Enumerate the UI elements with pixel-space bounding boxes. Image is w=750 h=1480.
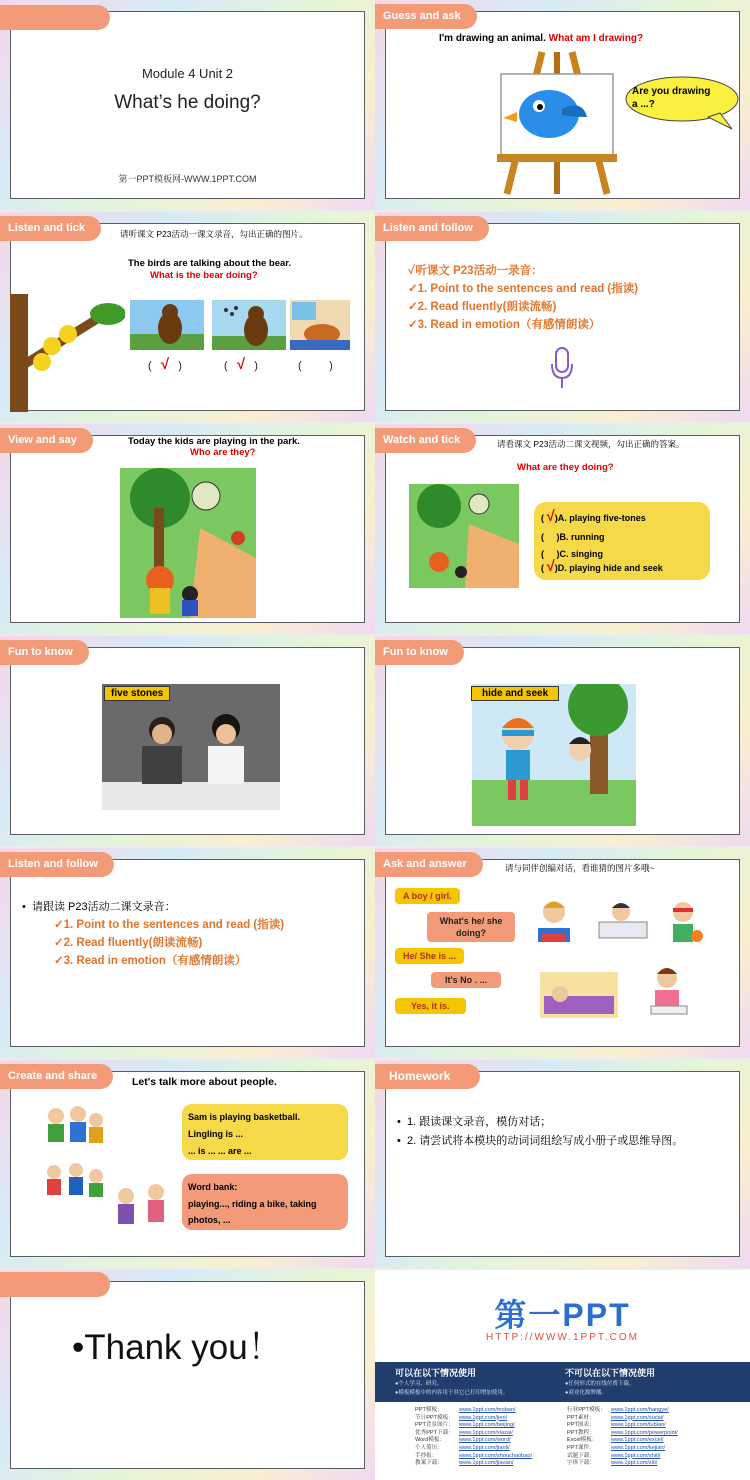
picture-3 xyxy=(290,300,350,350)
slide-tag: Listen and follow xyxy=(0,852,114,877)
yellow-example-box xyxy=(182,1104,348,1160)
slide-listen-and-follow-1[interactable] xyxy=(375,212,750,422)
sentence-1: Today the kids are playing in the park. xyxy=(128,436,300,447)
link[interactable]: www.1ppt.com/hangye/ xyxy=(611,1407,669,1413)
link-row: Excel模板： www.1ppt.com/excel/ xyxy=(567,1437,664,1444)
link-row: PPT背景图片： www.1ppt.com/beijing/ xyxy=(415,1422,515,1429)
answer-slot-2[interactable]: ( √ ) xyxy=(224,356,258,373)
tick-mark: √ xyxy=(160,356,170,373)
slide-fun-to-know-2[interactable] xyxy=(375,636,750,846)
slide-listen-and-follow-2[interactable] xyxy=(0,848,375,1058)
cannot-use-title: 不可以在以下情况使用 xyxy=(565,1368,656,1378)
lead-line: • 请跟读 P23活动二课文录音： xyxy=(22,901,176,913)
module-label: Module 4 Unit 2 xyxy=(141,66,234,81)
instruction: 请看课文 P23活动二课文视频，勾出正确的答案。 xyxy=(497,439,685,449)
links-left xyxy=(415,1407,532,1468)
tick-mark: √ xyxy=(546,508,555,525)
five-stones-label: five stones xyxy=(104,686,170,701)
follow-item: ✓1. Point to the sentences and read (指读) xyxy=(408,283,639,295)
follow-item: ✓2. Read fluently(朗读流畅) xyxy=(54,937,203,949)
speech-yes-it-is: Yes, it is. xyxy=(395,998,466,1014)
slide-watch-and-tick[interactable] xyxy=(375,424,750,634)
link-row: 教案下载： www.1ppt.com/jiaoan/ xyxy=(415,1460,514,1467)
link-row: 优秀PPT下载： www.1ppt.com/xiazai/ xyxy=(415,1429,513,1436)
slide-create-and-share[interactable] xyxy=(0,1060,375,1268)
tree-birds-illustration xyxy=(10,284,125,412)
option-c[interactable]: ( )C. singing xyxy=(541,549,603,559)
example-line: Lingling is ... xyxy=(188,1129,243,1139)
can-use-line: ●个人学习、研究。 xyxy=(395,1381,443,1387)
slide-tag: Fun to know xyxy=(0,640,89,665)
instruction: 请与同伴创编对话，看谁猜的图片多哦~ xyxy=(505,863,655,873)
link-row: PPT模板： www.1ppt.com/moban/ xyxy=(415,1407,516,1413)
tick-mark: √ xyxy=(546,558,555,575)
speech-bubble-text: Are you drawing a ...? xyxy=(632,86,711,110)
link[interactable]: www.1ppt.com/xiazai/ xyxy=(459,1429,513,1436)
speech-boy-girl: A boy / girl. xyxy=(395,888,460,904)
thank-you-text: •Thank you！ xyxy=(72,1328,283,1367)
slide-homework[interactable] xyxy=(375,1060,750,1268)
slide-fun-to-know-1[interactable] xyxy=(0,636,375,846)
links-right xyxy=(567,1407,678,1468)
word-bank-title: Word bank: xyxy=(188,1182,238,1192)
link-row: 字体下载： www.1ppt.com/ziti/ xyxy=(567,1460,658,1467)
link[interactable]: www.1ppt.com/powerpoint/ xyxy=(611,1429,678,1436)
slide-tag: Fun to know xyxy=(375,640,464,665)
slide-thank-you[interactable] xyxy=(0,1270,375,1480)
park-illustration xyxy=(120,468,256,618)
link-row: Word模板： www.1ppt.com/word/ xyxy=(415,1437,511,1444)
follow-item: ✓3. Read in emotion（有感情朗读） xyxy=(408,319,601,331)
follow-item: ✓听课文 P23活动一录音： xyxy=(408,265,543,277)
link[interactable]: www.1ppt.com/jianli/ xyxy=(459,1444,510,1451)
heading: Let's talk more about people. xyxy=(132,1076,277,1088)
link[interactable]: www.1ppt.com/jieri/ xyxy=(459,1414,508,1421)
park-thumbnail xyxy=(409,484,519,588)
hide-and-seek-label: hide and seek xyxy=(471,686,559,701)
link-row: 个人简历： www.1ppt.com/jianli/ xyxy=(415,1444,510,1451)
link[interactable]: www.1ppt.com/excel/ xyxy=(611,1437,664,1444)
slide-frame xyxy=(10,1281,365,1469)
slide-listen-and-tick[interactable] xyxy=(0,212,375,422)
slide-tag: Homework xyxy=(375,1064,480,1089)
easel-bird-illustration xyxy=(487,44,627,204)
example-line: ... is ... ... are ... xyxy=(188,1146,252,1156)
link[interactable]: www.1ppt.com/shiti/ xyxy=(611,1452,661,1459)
link-row: PPT课件： www.1ppt.com/kejian/ xyxy=(567,1444,666,1451)
link-row: 试题下载： www.1ppt.com/shiti/ xyxy=(567,1452,661,1459)
slide-tag xyxy=(0,1272,110,1297)
slide-tag: Listen and tick xyxy=(0,216,101,241)
can-use-title: 可以在以下情况使用 xyxy=(395,1368,477,1378)
link[interactable]: www.1ppt.com/shouchaobao/ xyxy=(459,1452,533,1459)
link-row: 行业PPT模板： www.1ppt.com/hangye/ xyxy=(567,1407,669,1413)
slide-tag: Listen and follow xyxy=(375,216,489,241)
tick-mark: √ xyxy=(236,356,246,373)
reading-boy-picture xyxy=(532,898,576,948)
people-cluster-1 xyxy=(42,1102,106,1150)
instruction: 请听课文 P23活动一课文录音，勾出正确的图片。 xyxy=(120,229,308,239)
link-row: PPT素材： www.1ppt.com/sucai/ xyxy=(567,1414,664,1421)
people-cluster-3 xyxy=(112,1180,174,1232)
word-bank-box xyxy=(182,1174,348,1230)
link[interactable]: www.1ppt.com/jiaoan/ xyxy=(459,1460,514,1467)
word-bank-body: playing..., riding a bike, taking photos, ... xyxy=(188,1199,317,1225)
question-part-2: What am I drawing? xyxy=(548,33,644,44)
link[interactable]: www.1ppt.com/ziti/ xyxy=(611,1460,658,1467)
speech-he-she-is: He/ She is ... xyxy=(395,948,464,964)
link[interactable]: www.1ppt.com/beijing/ xyxy=(459,1422,515,1429)
homework-item: • 2. 请尝试将本模块的动词词组绘写成小册子或思维导图。 xyxy=(397,1135,684,1147)
cannot-use-line: ●商业化源牌播。 xyxy=(565,1390,607,1396)
speech-whats-doing: What's he/ she doing? xyxy=(427,912,515,942)
link-row: 手抄报： www.1ppt.com/shouchaobao/ xyxy=(415,1452,533,1459)
question-line xyxy=(439,33,643,44)
follow-item: ✓1. Point to the sentences and read (指读) xyxy=(54,919,285,931)
option-d[interactable]: ( √)D. playing hide and seek xyxy=(541,558,663,575)
slide-frame xyxy=(385,1071,740,1257)
lesson-title: What’s he doing? xyxy=(114,92,261,113)
slide-ask-and-answer[interactable] xyxy=(375,848,750,1058)
cannot-use-line: ●任何形式的在线付费下载。 xyxy=(565,1381,635,1387)
example-line: Sam is playing basketball. xyxy=(188,1112,301,1122)
slide-tag: Guess and ask xyxy=(375,4,477,29)
slide-tag: Ask and answer xyxy=(375,852,483,877)
sleeping-kid-picture xyxy=(540,972,618,1018)
writing-girl-picture xyxy=(597,898,649,942)
follow-item: ✓2. Read fluently(朗读流畅) xyxy=(408,301,557,313)
picture-1 xyxy=(130,300,204,350)
slide-tag xyxy=(0,5,110,30)
slide-tag: View and say xyxy=(0,428,93,453)
five-stones-photo xyxy=(102,684,280,810)
link-row: 节日PPT模板： www.1ppt.com/jieri/ xyxy=(415,1414,508,1421)
basketball-girl-picture xyxy=(661,900,705,950)
answer-slot-3[interactable]: ( ) xyxy=(298,360,333,372)
footer-text: 第一PPT模板网-WWW.1PPT.COM xyxy=(118,174,257,184)
link[interactable]: www.1ppt.com/tubiao/ xyxy=(611,1422,666,1429)
link-row: PPT教程： www.1ppt.com/powerpoint/ xyxy=(567,1429,678,1436)
answer-slot-1[interactable]: ( √ ) xyxy=(148,356,182,373)
hide-and-seek-illustration xyxy=(472,684,636,826)
brand-logo: 第一PPT xyxy=(494,1297,631,1333)
slide-tag: Watch and tick xyxy=(375,428,476,453)
slide-title[interactable] xyxy=(0,0,375,210)
option-a[interactable]: ( √)A. playing five-tones xyxy=(541,508,646,525)
slide-copyright[interactable] xyxy=(375,1270,750,1480)
link-row: PPT图表： www.1ppt.com/tubiao/ xyxy=(567,1422,666,1429)
brand-url: HTTP://WWW.1PPT.COM xyxy=(486,1332,639,1343)
slide-view-and-say[interactable] xyxy=(0,424,375,634)
link[interactable]: www.1ppt.com/moban/ xyxy=(459,1407,516,1413)
speech-its-no: It's No . ... xyxy=(431,972,501,988)
link[interactable]: www.1ppt.com/word/ xyxy=(459,1437,511,1444)
sentence-2: What is the bear doing? xyxy=(150,270,258,281)
question: What are they doing? xyxy=(517,462,614,473)
link[interactable]: www.1ppt.com/sucai/ xyxy=(611,1414,664,1421)
can-use-line: ●模板模板中的内容用于其它已打印增加使用。 xyxy=(395,1390,509,1396)
option-b[interactable]: ( )B. running xyxy=(541,532,605,542)
link[interactable]: www.1ppt.com/kejian/ xyxy=(611,1444,666,1451)
question-part-1: I'm drawing an animal. xyxy=(439,33,546,44)
slide-tag: Create and share xyxy=(0,1064,113,1089)
follow-item: ✓3. Read in emotion（有感情朗读） xyxy=(54,955,247,967)
microphone-icon xyxy=(549,346,575,390)
sentence-2: Who are they? xyxy=(190,447,256,458)
picture-2 xyxy=(212,300,286,350)
homework-item: • 1. 跟读课文录音，模仿对话； xyxy=(397,1116,552,1128)
people-cluster-2 xyxy=(42,1160,106,1202)
reading-girl-picture xyxy=(645,966,693,1018)
sentence-1: The birds are talking about the bear. xyxy=(128,258,292,269)
slide-guess-and-ask[interactable] xyxy=(375,0,750,210)
